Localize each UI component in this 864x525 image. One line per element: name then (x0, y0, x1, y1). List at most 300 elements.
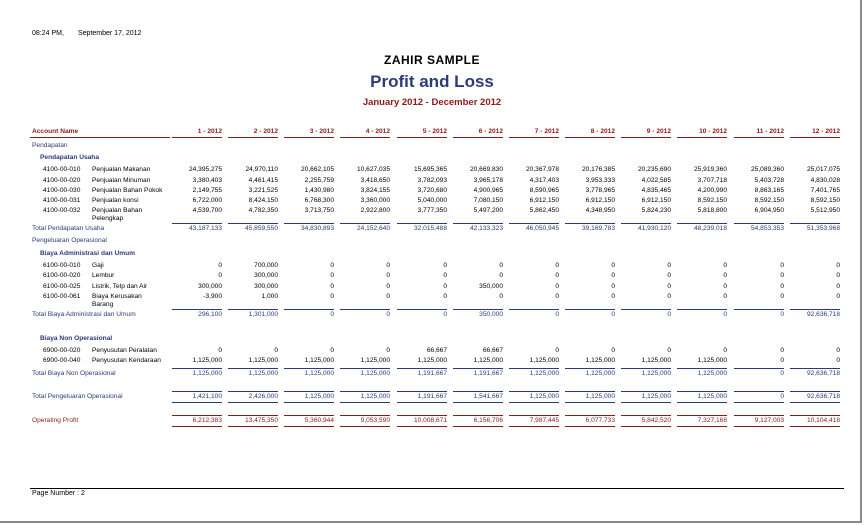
divider-line (397, 137, 447, 138)
total-label: Total Pengeluaran Operasional (32, 393, 123, 400)
total-amount-cell: 7,327,168 (697, 417, 727, 424)
total-amount-cell: 6,156,706 (473, 417, 503, 424)
amount-cell: 6,768,300 (304, 197, 334, 204)
divider-line (340, 402, 390, 403)
amount-cell: 1,125,000 (473, 357, 503, 364)
total-amount-cell: 1,125,000 (360, 393, 390, 400)
divider-line (453, 415, 503, 416)
amount-cell: 20,669,830 (469, 166, 503, 173)
column-header-month: 4 - 2012 (365, 128, 390, 135)
total-amount-cell: 1,125,000 (641, 393, 671, 400)
divider-line (734, 309, 784, 310)
divider-line (284, 426, 334, 427)
amount-cell: 0 (723, 262, 727, 269)
amount-cell: 3,360,000 (360, 197, 390, 204)
total-amount-cell: 48,239,018 (693, 225, 727, 232)
divider-line (509, 137, 559, 138)
amount-cell: 0 (836, 357, 840, 364)
amount-cell: 5,818,800 (697, 207, 727, 214)
divider-line (734, 402, 784, 403)
divider-line (228, 415, 278, 416)
amount-cell: 0 (836, 347, 840, 354)
amount-cell: 0 (836, 293, 840, 300)
divider-line (509, 415, 559, 416)
account-name-cont: Pelengkap (92, 215, 124, 222)
amount-cell: 20,367,978 (525, 166, 559, 173)
divider-line (228, 426, 278, 427)
amount-cell: 0 (499, 272, 503, 279)
amount-cell: 1,125,000 (360, 357, 390, 364)
divider-line (340, 391, 390, 392)
section-heading: Pendapatan (32, 142, 68, 149)
divider-line (621, 368, 671, 369)
divider-line (284, 391, 334, 392)
total-amount-cell: 350,000 (479, 311, 503, 318)
divider-line (734, 391, 784, 392)
divider-line (621, 391, 671, 392)
amount-cell: 0 (330, 283, 334, 290)
group-heading: Biaya Non Operasional (40, 335, 113, 342)
divider-line (509, 223, 559, 224)
total-label: Total Biaya Administrasi dan Umum (32, 311, 136, 318)
amount-cell: 300,000 (254, 283, 278, 290)
amount-cell: 1,125,000 (304, 357, 334, 364)
divider-line (172, 415, 222, 416)
amount-cell: 25,089,360 (750, 166, 784, 173)
total-amount-cell: 1,191,667 (417, 370, 447, 377)
amount-cell: 8,590,965 (529, 187, 559, 194)
amount-cell: 0 (386, 283, 390, 290)
divider-line (397, 309, 447, 310)
divider-line (30, 137, 170, 138)
total-amount-cell: 10,104,418 (806, 417, 840, 424)
total-amount-cell: 0 (667, 311, 671, 318)
total-amount-cell: 1,191,667 (417, 393, 447, 400)
amount-cell: 300,000 (254, 272, 278, 279)
total-amount-cell: 5,842,520 (641, 417, 671, 424)
account-code: 6100-00-020 (43, 272, 81, 279)
account-name: Penjualan Makanan (92, 166, 151, 173)
amount-cell: 0 (443, 272, 447, 279)
total-amount-cell: 54,853,353 (750, 225, 784, 232)
amount-cell: 1,125,000 (697, 357, 727, 364)
amount-cell: 1,000 (261, 293, 278, 300)
amount-cell: 15,695,365 (413, 166, 447, 173)
column-header-account-name: Account Name (32, 128, 79, 135)
amount-cell: 0 (443, 283, 447, 290)
divider-line (228, 402, 278, 403)
divider-line (340, 223, 390, 224)
total-amount-cell: 0 (780, 393, 784, 400)
divider-line (677, 223, 727, 224)
divider-line (284, 223, 334, 224)
amount-cell: 20,662,105 (300, 166, 334, 173)
column-header-month: 1 - 2012 (197, 128, 222, 135)
divider-line (172, 223, 222, 224)
total-amount-cell: 1,191,667 (473, 370, 503, 377)
amount-cell: 20,176,385 (581, 166, 615, 173)
divider-line (284, 368, 334, 369)
divider-line (790, 402, 840, 403)
divider-line (565, 137, 615, 138)
account-code: 6100-00-061 (43, 293, 81, 300)
amount-cell: 0 (386, 347, 390, 354)
amount-cell: 0 (780, 347, 784, 354)
total-amount-cell: 6,212,383 (192, 417, 222, 424)
amount-cell: 0 (330, 293, 334, 300)
total-amount-cell: 296,100 (198, 311, 222, 318)
account-name: Lembur (92, 272, 115, 279)
total-amount-cell: 0 (555, 311, 559, 318)
amount-cell: 0 (723, 283, 727, 290)
divider-line (228, 368, 278, 369)
account-name: Listrik, Telp dan Air (92, 283, 148, 290)
column-header-month: 5 - 2012 (422, 128, 447, 135)
amount-cell: 0 (780, 293, 784, 300)
amount-cell: 6,912,150 (641, 197, 671, 204)
amount-cell: 0 (218, 272, 222, 279)
divider-line (453, 137, 503, 138)
divider-line (172, 368, 222, 369)
total-label: Total Pendapatan Usaha (32, 225, 105, 232)
divider-line (453, 426, 503, 427)
amount-cell: 0 (274, 347, 278, 354)
amount-cell: 3,965,178 (473, 177, 503, 184)
amount-cell: 3,953,333 (585, 177, 615, 184)
account-name: Penjualan Bahan Pokok (92, 187, 163, 194)
total-amount-cell: 39,169,783 (581, 225, 615, 232)
divider-line (734, 415, 784, 416)
total-amount-cell: 1,125,000 (192, 370, 222, 377)
amount-cell: 8,424,150 (248, 197, 278, 204)
amount-cell: 66,667 (482, 347, 503, 354)
amount-cell: 0 (499, 293, 503, 300)
column-header-month: 6 - 2012 (478, 128, 503, 135)
account-name: Penyusutan Peralatan (92, 347, 157, 354)
account-code: 6900-00-040 (43, 357, 81, 364)
divider-line (621, 402, 671, 403)
amount-cell: 0 (330, 347, 334, 354)
amount-cell: 700,000 (254, 262, 278, 269)
total-amount-cell: 2,426,000 (248, 393, 278, 400)
total-amount-cell: 24,152,640 (356, 225, 390, 232)
amount-cell: 0 (723, 272, 727, 279)
amount-cell: 5,497,200 (473, 207, 503, 214)
total-amount-cell: 42,133,323 (469, 225, 503, 232)
amount-cell: 0 (723, 347, 727, 354)
divider-line (397, 223, 447, 224)
report-title: Profit and Loss (370, 72, 494, 91)
amount-cell: 0 (667, 262, 671, 269)
amount-cell: 4,539,700 (192, 207, 222, 214)
company-name: ZAHIR SAMPLE (384, 53, 480, 67)
divider-line (677, 426, 727, 427)
amount-cell: 10,627,035 (356, 166, 390, 173)
amount-cell: 0 (386, 293, 390, 300)
amount-cell: 3,221,525 (248, 187, 278, 194)
total-amount-cell: 5,360,944 (304, 417, 334, 424)
total-amount-cell: 9,053,590 (360, 417, 390, 424)
divider-line (172, 402, 222, 403)
total-amount-cell: 1,125,000 (697, 370, 727, 377)
page-number: Page Number : 2 (32, 490, 85, 497)
divider-line (453, 223, 503, 224)
total-amount-cell: 1,125,000 (248, 370, 278, 377)
column-header-month: 9 - 2012 (646, 128, 671, 135)
amount-cell: 20,235,690 (637, 166, 671, 173)
amount-cell: 5,512,950 (810, 207, 840, 214)
total-amount-cell: 45,859,550 (244, 225, 278, 232)
amount-cell: 0 (836, 262, 840, 269)
divider-line (172, 309, 222, 310)
total-label: Total Biaya Non Operasional (32, 370, 116, 377)
report-period: January 2012 - December 2012 (362, 97, 502, 108)
total-amount-cell: 51,353,968 (806, 225, 840, 232)
divider-line (340, 426, 390, 427)
amount-cell: 66,667 (426, 347, 447, 354)
divider-line (172, 426, 222, 427)
amount-cell: 1,125,000 (248, 357, 278, 364)
amount-cell: 2,922,800 (360, 207, 390, 214)
amount-cell: 4,022,585 (641, 177, 671, 184)
amount-cell: 2,149,755 (192, 187, 222, 194)
footer-divider (30, 488, 844, 489)
amount-cell: 0 (443, 293, 447, 300)
amount-cell: 1,125,000 (641, 357, 671, 364)
divider-line (621, 426, 671, 427)
section-heading: Pengeluaran Operasional (32, 237, 107, 244)
divider-line (340, 368, 390, 369)
divider-line (677, 391, 727, 392)
amount-cell: 5,862,450 (529, 207, 559, 214)
amount-cell: 3,713,750 (304, 207, 334, 214)
total-amount-cell: 13,475,350 (244, 417, 278, 424)
divider-line (397, 402, 447, 403)
total-amount-cell: 43,187,133 (188, 225, 222, 232)
divider-line (453, 309, 503, 310)
amount-cell: 1,430,980 (304, 187, 334, 194)
total-amount-cell: 7,987,445 (529, 417, 559, 424)
total-amount-cell: 1,301,000 (248, 311, 278, 318)
account-code: 6900-00-020 (43, 347, 81, 354)
amount-cell: 4,830,028 (810, 177, 840, 184)
divider-line (734, 223, 784, 224)
total-amount-cell: 10,008,671 (413, 417, 447, 424)
divider-line (621, 223, 671, 224)
total-amount-cell: 1,541,667 (473, 393, 503, 400)
divider-line (790, 137, 840, 138)
total-amount-cell: 32,015,488 (413, 225, 447, 232)
amount-cell: 0 (667, 293, 671, 300)
divider-line (734, 368, 784, 369)
amount-cell: 0 (555, 272, 559, 279)
account-code: 4100-00-030 (43, 187, 81, 194)
total-amount-cell: 92,636,718 (806, 393, 840, 400)
amount-cell: 3,707,718 (697, 177, 727, 184)
operating-profit-label: Operating Profit (32, 417, 79, 424)
column-header-month: 8 - 2012 (590, 128, 615, 135)
divider-line (565, 402, 615, 403)
total-amount-cell: 0 (443, 311, 447, 318)
amount-cell: 0 (611, 293, 615, 300)
divider-line (621, 309, 671, 310)
divider-line (340, 137, 390, 138)
amount-cell: 25,919,360 (693, 166, 727, 173)
total-amount-cell: 1,125,000 (585, 370, 615, 377)
account-code: 4100-00-020 (43, 177, 81, 184)
divider-line (228, 223, 278, 224)
amount-cell: 5,824,230 (641, 207, 671, 214)
total-amount-cell: 46,050,945 (525, 225, 559, 232)
divider-line (284, 137, 334, 138)
total-amount-cell: 1,125,000 (360, 370, 390, 377)
column-header-month: 3 - 2012 (309, 128, 334, 135)
print-time: 08:24 PM, (32, 30, 64, 37)
amount-cell: 0 (780, 272, 784, 279)
amount-cell: 6,912,150 (585, 197, 615, 204)
group-heading: Pendapatan Usaha (40, 154, 99, 161)
divider-line (565, 391, 615, 392)
amount-cell: 24,970,110 (245, 166, 278, 173)
amount-cell: 24,395,275 (188, 166, 222, 173)
divider-line (734, 137, 784, 138)
amount-cell: 0 (836, 272, 840, 279)
total-amount-cell: 1,125,000 (697, 393, 727, 400)
amount-cell: 1,125,000 (192, 357, 222, 364)
divider-line (509, 426, 559, 427)
amount-cell: 0 (555, 283, 559, 290)
divider-line (790, 391, 840, 392)
amount-cell: 3,418,650 (360, 177, 390, 184)
total-amount-cell: 34,830,893 (300, 225, 334, 232)
total-amount-cell: 0 (780, 370, 784, 377)
divider-line (565, 426, 615, 427)
amount-cell: 0 (667, 272, 671, 279)
divider-line (734, 426, 784, 427)
amount-cell: 0 (330, 262, 334, 269)
total-amount-cell: 1,125,000 (304, 370, 334, 377)
amount-cell: 3,380,403 (192, 177, 222, 184)
divider-line (509, 391, 559, 392)
amount-cell: 0 (780, 262, 784, 269)
divider-line (228, 391, 278, 392)
amount-cell: 300,000 (198, 283, 222, 290)
account-name: Biaya Kerusakan (92, 293, 142, 300)
amount-cell: 1,125,000 (585, 357, 615, 364)
amount-cell: 4,461,415 (248, 177, 278, 184)
amount-cell: 6,722,000 (192, 197, 222, 204)
group-heading: Biaya Administrasi dan Umum (40, 250, 136, 257)
amount-cell: 25,017,075 (806, 166, 840, 173)
amount-cell: 0 (386, 262, 390, 269)
divider-line (565, 223, 615, 224)
divider-line (677, 402, 727, 403)
divider-line (172, 391, 222, 392)
divider-line (453, 368, 503, 369)
total-amount-cell: 92,636,718 (806, 370, 840, 377)
total-amount-cell: 0 (780, 311, 784, 318)
divider-line (509, 402, 559, 403)
divider-line (397, 368, 447, 369)
total-amount-cell: 0 (330, 311, 334, 318)
divider-line (397, 391, 447, 392)
amount-cell: 6,912,150 (529, 197, 559, 204)
amount-cell: 2,255,759 (304, 177, 334, 184)
divider-line (677, 368, 727, 369)
divider-line (228, 137, 278, 138)
amount-cell: 0 (555, 347, 559, 354)
amount-cell: 7,401,765 (810, 187, 840, 194)
divider-line (790, 415, 840, 416)
divider-line (228, 309, 278, 310)
divider-line (453, 402, 503, 403)
total-amount-cell: 0 (386, 311, 390, 318)
account-name: Gaji (92, 262, 104, 269)
total-amount-cell: 6,077,733 (585, 417, 615, 424)
column-header-month: 2 - 2012 (253, 128, 278, 135)
account-code: 6100-00-010 (43, 262, 81, 269)
amount-cell: 6,904,950 (754, 207, 784, 214)
amount-cell: 1,125,000 (417, 357, 447, 364)
divider-line (284, 309, 334, 310)
divider-line (565, 415, 615, 416)
amount-cell: -3,900 (203, 293, 222, 300)
divider-line (340, 415, 390, 416)
total-amount-cell: 1,125,000 (641, 370, 671, 377)
amount-cell: 3,778,965 (585, 187, 615, 194)
account-name: Penjualan Minuman (92, 177, 151, 184)
amount-cell: 0 (611, 262, 615, 269)
amount-cell: 0 (499, 262, 503, 269)
amount-cell: 8,592,150 (810, 197, 840, 204)
total-amount-cell: 41,930,120 (637, 225, 671, 232)
total-amount-cell: 0 (723, 311, 727, 318)
divider-line (509, 309, 559, 310)
total-amount-cell: 1,125,000 (529, 393, 559, 400)
account-name: Penjualan Bahan (92, 207, 143, 214)
divider-line (340, 309, 390, 310)
amount-cell: 8,592,150 (697, 197, 727, 204)
divider-line (790, 223, 840, 224)
amount-cell: 0 (555, 262, 559, 269)
amount-cell: 5,040,000 (417, 197, 447, 204)
amount-cell: 4,348,950 (585, 207, 615, 214)
divider-line (453, 391, 503, 392)
account-code: 4100-00-031 (43, 197, 81, 204)
divider-line (677, 309, 727, 310)
total-amount-cell: 1,125,000 (529, 370, 559, 377)
amount-cell: 4,835,465 (641, 187, 671, 194)
amount-cell: 7,080,150 (473, 197, 503, 204)
total-amount-cell: 1,125,000 (585, 393, 615, 400)
divider-line (677, 137, 727, 138)
amount-cell: 0 (667, 347, 671, 354)
account-name: Penjualan konsi (92, 197, 139, 204)
amount-cell: 4,782,350 (248, 207, 278, 214)
divider-line (397, 415, 447, 416)
column-header-month: 11 - 2012 (756, 128, 784, 135)
divider-line (621, 415, 671, 416)
amount-cell: 4,200,990 (697, 187, 727, 194)
amount-cell: 8,592,150 (754, 197, 784, 204)
amount-cell: 0 (780, 357, 784, 364)
divider-line (565, 309, 615, 310)
amount-cell: 3,782,093 (417, 177, 447, 184)
account-name: Penyusutan Kendaraan (92, 357, 161, 364)
amount-cell: 0 (667, 283, 671, 290)
divider-line (790, 309, 840, 310)
account-code: 6100-00-025 (43, 283, 81, 290)
